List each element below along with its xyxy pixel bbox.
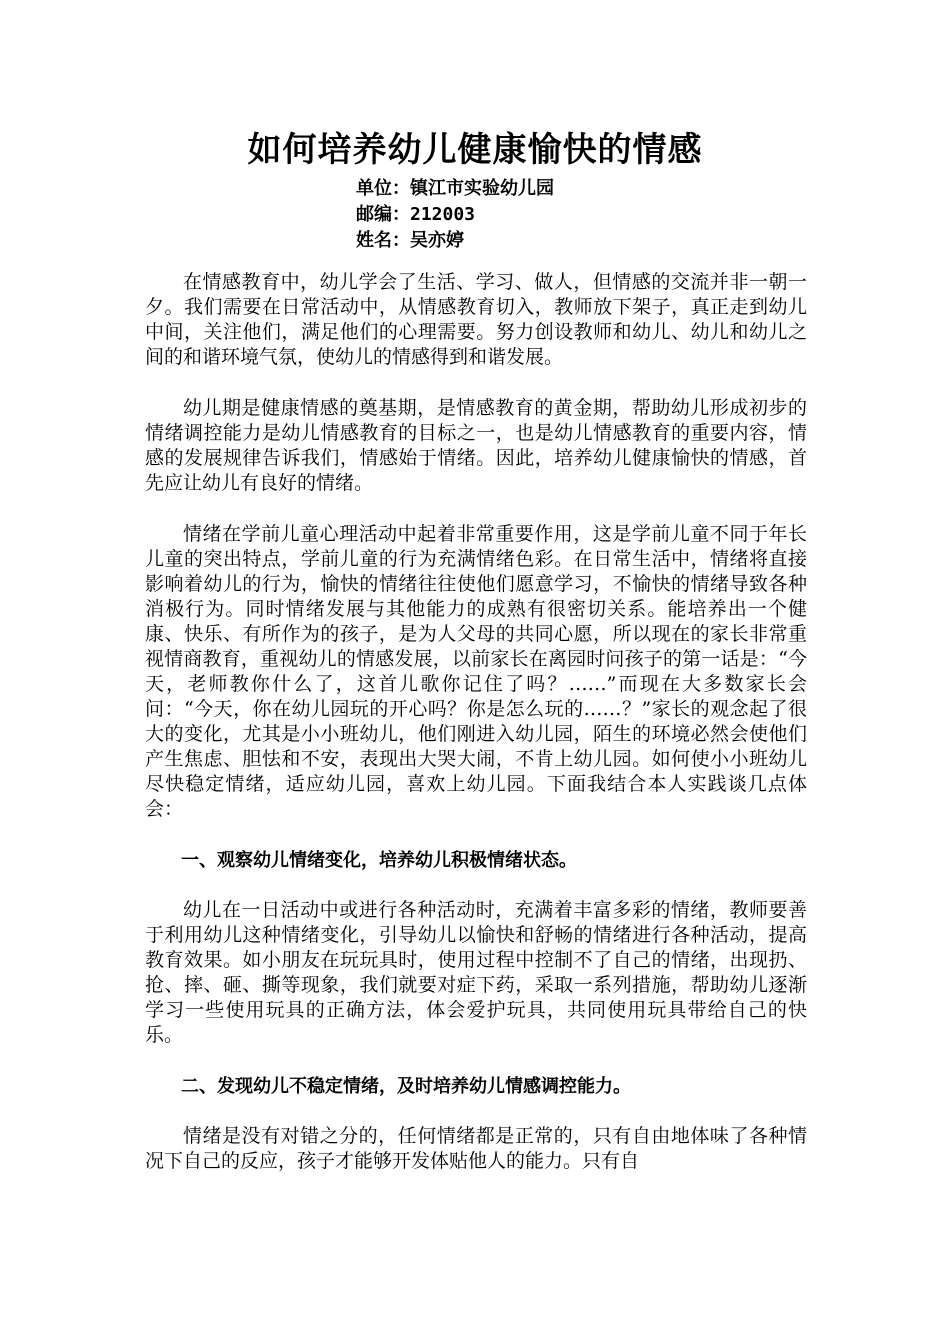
paragraph-intro: 在情感教育中，幼儿学会了生活、学习、做人，但情感的交流并非一朝一夕。我们需要在日常活动中，从情感教育切入，教师放下架子，真正走到幼儿中间，关注他们，满足他们的心理需要。努力创设教师和幼儿、幼儿和幼儿之间的和谐环境气氛，使幼儿的情感得到和谐发展。: [145, 271, 807, 368]
paragraph-foundation: 幼儿期是健康情感的奠基期，是情感教育的黄金期，帮助幼儿形成初步的情绪调控能力是幼儿情感教育的目标之一，也是幼儿情感教育的重要内容，情感的发展规律告诉我们，情感始于情绪。因此，培养幼儿健康愉快的情感，首先应让幼儿有良好的情绪。: [145, 397, 807, 494]
postcode-line: 邮编：212003: [356, 204, 476, 225]
paragraph-section-1: 幼儿在一日活动中或进行各种活动时，充满着丰富多彩的情绪，教师要善于利用幼儿这种情绪变化，引导幼儿以愉快和舒畅的情绪进行各种活动，提高教育效果。如小朋友在玩玩具时，使用过程中控制不了自己的情绪，出现扔、抢、摔、砸、撕等现象，我们就要对症下药，采取一系列措施，帮助幼儿逐渐学习一些使用玩具的正确方法，体会爱护玩具，共同使用玩具带给自己的快乐。: [145, 899, 807, 1046]
author-name-line: 姓名：吴亦婷: [356, 230, 464, 251]
document-title: 如何培养幼儿健康愉快的情感: [247, 130, 703, 170]
unit-line: 单位：镇江市实验幼儿园: [356, 178, 554, 199]
document-body: [145, 270, 807, 1200]
section-heading-2: 二、发现幼儿不稳定情绪，及时培养幼儿情感调控能力。: [181, 1076, 631, 1097]
author-info: [356, 176, 554, 254]
paragraph-emotion-role: 情绪在学前儿童心理活动中起着非常重要作用，这是学前儿童不同于年长儿童的突出特点，学前儿童的行为充满情绪色彩。在日常生活中，情绪将直接影响着幼儿的行为，愉快的情绪往往使他们愿意学习，不愉快的情绪导致各种消极行为。同时情绪发展与其他能力的成熟有很密切关系。能培养出一个健康、快乐、有所作为的孩子，是为人父母的共同心愿，所以现在的家长非常重视情商教育，重视幼儿的情感发展，以前家长在离园时问孩子的第一话是：“今天，老师教你什么了，这首儿歌你记住了吗？……”而现在大多数家长会问：“今天，你在幼儿园玩的开心吗？你是怎么玩的……？”家长的观念起了很大的变化，尤其是小小班幼儿，他们刚进入幼儿园，陌生的环境必然会使他们产生焦虑、胆怯和不安，表现出大哭大闹，不肯上幼儿园。如何使小小班幼儿尽快稳定情绪，适应幼儿园，喜欢上幼儿园。下面我结合本人实践谈几点体会：: [145, 523, 807, 820]
paragraph-section-2: 情绪是没有对错之分的，任何情绪都是正常的，只有自由地体味了各种情况下自己的反应，孩子才能够开发体贴他人的能力。只有自: [145, 1125, 807, 1172]
section-heading-1: 一、观察幼儿情绪变化，培养幼儿积极情绪状态。: [181, 850, 577, 871]
